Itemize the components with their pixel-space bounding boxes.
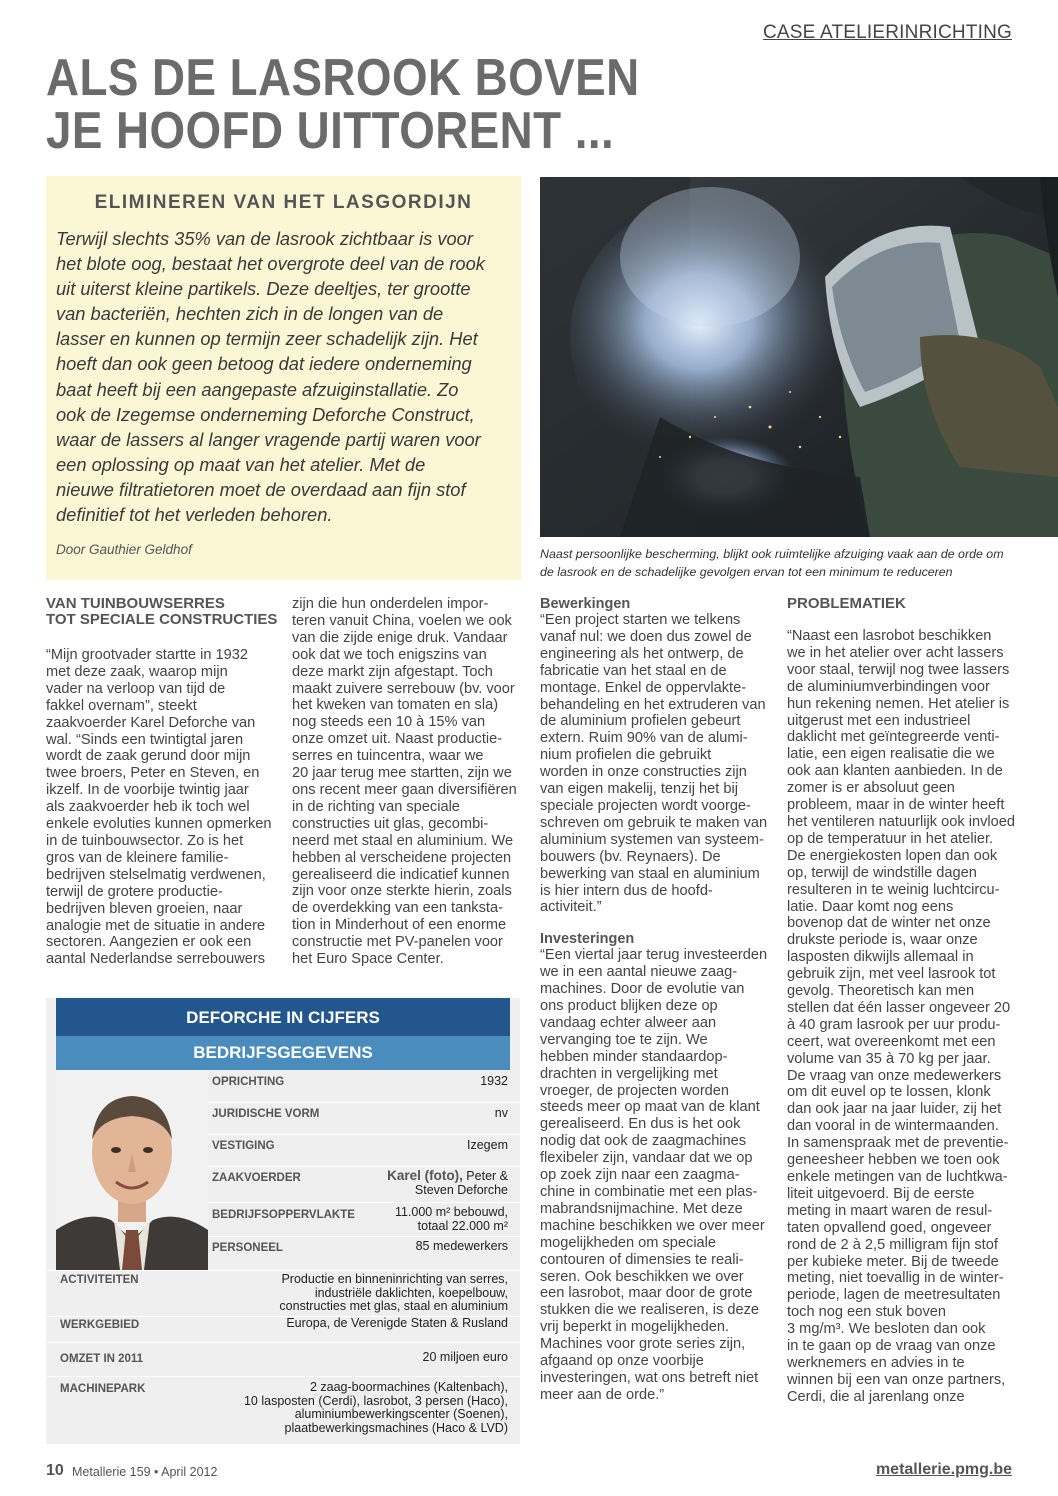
- row-label: OMZET IN 2011: [60, 1353, 144, 1365]
- table-row: [46, 1376, 520, 1442]
- column-1-text: “Mijn grootvader startte in 1932 met deze zaak, waarop mijn vader na verloop van tijd de fakkel overnam”, steekt zaakvoerder Karel Deforche van wal. “Sinds een twintigtal jaren wordt de zaak gerund door mijn twee broers, Peter en Steven, en ikzelf. In de voorbije twintig jaar als zaakvoerder heb ik toch wel enkele evoluties kunnen opmerken in de tuinbouwsector. Zo is het gros van de kleinere familie- bedrijven stelselmatig verdwenen, terwijl de grotere productie- bedrijven bleven groeien, naar analogie met de situatie in andere sectoren. Aangezien er ook een aantal Nederlandse serrebouwers: [46, 647, 272, 968]
- row-label: OPRICHTING: [212, 1076, 285, 1088]
- column-1: [46, 596, 278, 968]
- table-row: [46, 1070, 520, 1102]
- headline: [46, 49, 662, 160]
- table-row: [46, 1270, 520, 1316]
- table-row: [46, 1134, 520, 1166]
- row-value: 85 medewerkers: [415, 1239, 508, 1253]
- table-row: [46, 1102, 520, 1134]
- column-3-heading-investeringen: Investeringen: [540, 931, 635, 948]
- welding-photo: [540, 177, 1058, 537]
- headline-line-2: JE HOOFD UITTORENT ...: [46, 102, 615, 160]
- row-label: MACHINEPARK: [60, 1383, 146, 1395]
- headline-line-1: ALS DE LASROOK BOVEN: [46, 49, 640, 107]
- row-value-rest: Peter & Steven Deforche: [414, 1169, 508, 1197]
- row-label: WERKGEBIED: [60, 1319, 140, 1331]
- table-row: [46, 1236, 520, 1268]
- column-1-heading-line-2: TOT SPECIALE CONSTRUCTIES: [46, 611, 278, 628]
- row-label: PERSONEEL: [212, 1242, 283, 1254]
- row-label: JURIDISCHE VORM: [212, 1108, 320, 1120]
- column-4-heading: PROBLEMATIEK: [787, 595, 906, 612]
- row-value: Productie en binneninrichting van serres, industriële daklichten, koepelbouw, constructies met glas, staal en aluminium: [279, 1272, 508, 1313]
- intro-box: [46, 176, 521, 580]
- row-value: 11.000 m² bebouwd, totaal 22.000 m²: [394, 1205, 508, 1233]
- section-label: CASE ATELIERINRICHTING: [763, 22, 1012, 43]
- byline: Door Gauthier Geldhof: [56, 542, 192, 557]
- row-value: 1932: [480, 1074, 508, 1088]
- table-row: [46, 1166, 520, 1198]
- magazine-issue: Metallerie 159 • April 2012: [72, 1465, 218, 1479]
- column-4-text: “Naast een lasrobot beschikken we in het atelier over acht lassers voor staal, terwijl nog twee lassers de aluminiumverbindingen voor hun rekening nemen. Het atelier is uitgerust met een industrieel daklicht met geïntegreerde venti- latie, een eigen realisatie die we ook aan klanten aanbieden. In de zomer is er absoluut geen probleem, maar in de winter heeft het ventileren natuurlijk ook invloed op de temperatuur in het atelier. De energiekosten lopen dan ook op, terwijl de windstille dagen resulteren in te weinig luchtcircu- latie. Daar komt nog eens bovenop dat de winter net onze drukste periode is, waar onze lasposten dikwijls allemaal in gebruik zijn, met veel lasrook tot gevolg. Theoretisch kan men stellen dat één lasser ongeveer 20 à 40 gram lasrook per uur produ- ceert, wat overeenkomt met een volume van 35 à 70 kg per jaar. De vraag van onze medewerkers om dit euvel op te lossen, klonk dan ook jaar na jaar luider, zij het dan vooral in de wintermaanden. In samenspraak met de preventie- geneesheer hebben we toen ook enkele metingen van de luchtkwa- liteit uitgevoerd. Bij de eerste meting in maart waren de resul- taten opvallend goed, ongeveer rond de 2 à 2,5 milligram fijn stof per kubieke meter. Bij de tweede meting, niet toevallig in de winter- periode, lagen de meetresultaten toch nog een stuk boven 3 mg/m³. We besloten dan ook in te gaan op de vraag van onze werknemers en advies in te winnen bij een van onze partners, Cerdi, die al jarenlang onze: [787, 628, 1015, 1405]
- column-3-text-2: “Een viertal jaar terug investeerden we in een aantal nieuwe zaag- machines. Door de evolutie van ons product blijken deze op vandaag echter alweer aan vervanging toe te zijn. We hebben minder standaardop- drachten in vergelijking met vroeger, de projecten worden steeds meer op maat van de klant gerealiseerd. En dus is het ook nodig dat ook de zaagmachines flexibeler zijn, vandaar dat we op op zoek zijn naar een zaagma- chine in combinatie met een plas- mabrandsnijmachine. Met deze machine beschikken we over meer mogelijkheden om speciale contouren of dimensies te reali- seren. Ook beschikken we over een lasrobot, maar door de grote stukken die we realiseren, is deze vrij beperkt in mogelijkheden. Machines voor grote series zijn, afgaand op onze voorbije investeringen, wat ons betreft niet meer aan de orde.”: [540, 947, 768, 1403]
- column-3: [540, 596, 772, 1404]
- table-subtitle: BEDRIJFSGEGEVENS: [56, 1036, 510, 1070]
- row-label: BEDRIJFSOPPERVLAKTE: [212, 1209, 355, 1221]
- column-2: [292, 596, 524, 968]
- page-number: 10: [46, 1462, 64, 1479]
- facts-table: [46, 998, 520, 1444]
- row-value: Izegem: [467, 1138, 508, 1152]
- column-4: [787, 596, 1019, 1406]
- column-2-text: zijn die hun onderdelen impor- teren vanuit China, voelen we ook van die zijde enige druk. Vandaar ook dat we toch enigszins van deze markt zijn afgestapt. Toch maakt zuivere serrebouw (bv. voor het kweken van tomaten en sla) nog steeds een 10 à 15% van onze omzet uit. Naast productie- serres en tuincentra, waar we 20 jaar terug mee startten, zijn we ons recent meer gaan diversifiëren in de richting van speciale constructies uit glas, gecombi- neerd met staal en aluminium. We hebben al verscheidene projecten gerealiseerd die indicatief kunnen zijn voor onze sterkte hierin, zoals de overdekking van een tanksta- tion in Minderhout of een enorme constructie met PV-panelen voor het Euro Space Center.: [292, 596, 517, 968]
- table-row: [46, 1202, 520, 1234]
- photo-caption: Naast persoonlijke bescherming, blijkt ook ruimtelijke afzuiging vaak aan de orde om de lasrook en de schadelijke gevolgen ervan tot een minimum te reduceren: [540, 547, 1004, 579]
- row-value: nv: [494, 1106, 508, 1120]
- row-value: 2 zaag-boormachines (Kaltenbach), 10 lasposten (Cerdi), lasrobot, 3 persen (Haco), aluminiumbewerkingscenter (Soenen), plaatbewerkingsmachines (Haco & LVD): [243, 1380, 508, 1435]
- row-value: 20 miljoen euro: [422, 1350, 508, 1364]
- intro-text: Terwijl slechts 35% van de lasrook zichtbaar is voor het blote oog, bestaat het overgrote deel van de rook uit uiterst kleine partikels. Deze deeltjes, ter grootte van bacteriën, hechten zich in de longen van de lasser en kunnen op termijn zeer schadelijk zijn. Het hoeft dan ook geen betoog dat iedere onderneming baat heeft bij een aangepaste afzuiginstallatie. Zo ook de Izegemse onderneming Deforche Construct, waar de lassers al langer vragende partij waren voor een oplossing op maat van het atelier. Met de nieuwe filtratietoren moet de overdaad aan fijn stof definitief tot het verleden behoren.: [56, 228, 485, 526]
- column-3-heading-bewerkingen: Bewerkingen: [540, 596, 631, 612]
- table-row: [46, 1342, 520, 1374]
- column-3-text-1: “Een project starten we telkens vanaf nul: we doen dus zowel de engineering als het ontwerp, de fabricatie van het staal en de montage. Enkel de oppervlakte- behandeling en het extruderen van de aluminium profielen gebeurt extern. Ruim 90% van de alumi- nium profielen die gebruikt worden in onze constructies zijn van eigen makelij, tenzij het bij speciale projecten wordt voorge- schreven om gebruik te maken van aluminium systemen van systeem- bouwers (bv. Reynaers). De bewerking van staal en aluminium is hier intern dus de hoofd- activiteit.”: [540, 612, 768, 916]
- row-value: Europa, de Verenigde Staten & Rusland: [286, 1316, 508, 1330]
- row-label: VESTIGING: [212, 1140, 275, 1152]
- website-link[interactable]: metallerie.pmg.be: [875, 1461, 1012, 1478]
- table-title: DEFORCHE IN CIJFERS: [56, 998, 510, 1036]
- row-value-bold: Karel (foto),: [387, 1168, 463, 1183]
- intro-title: ELIMINEREN VAN HET LASGORDIJN: [94, 192, 473, 213]
- column-1-heading-line-1: VAN TUINBOUWSERRES: [46, 595, 225, 612]
- row-label: ACTIVITEITEN: [60, 1274, 139, 1286]
- row-value: [308, 1169, 508, 1197]
- row-label: ZAAKVOERDER: [212, 1172, 301, 1184]
